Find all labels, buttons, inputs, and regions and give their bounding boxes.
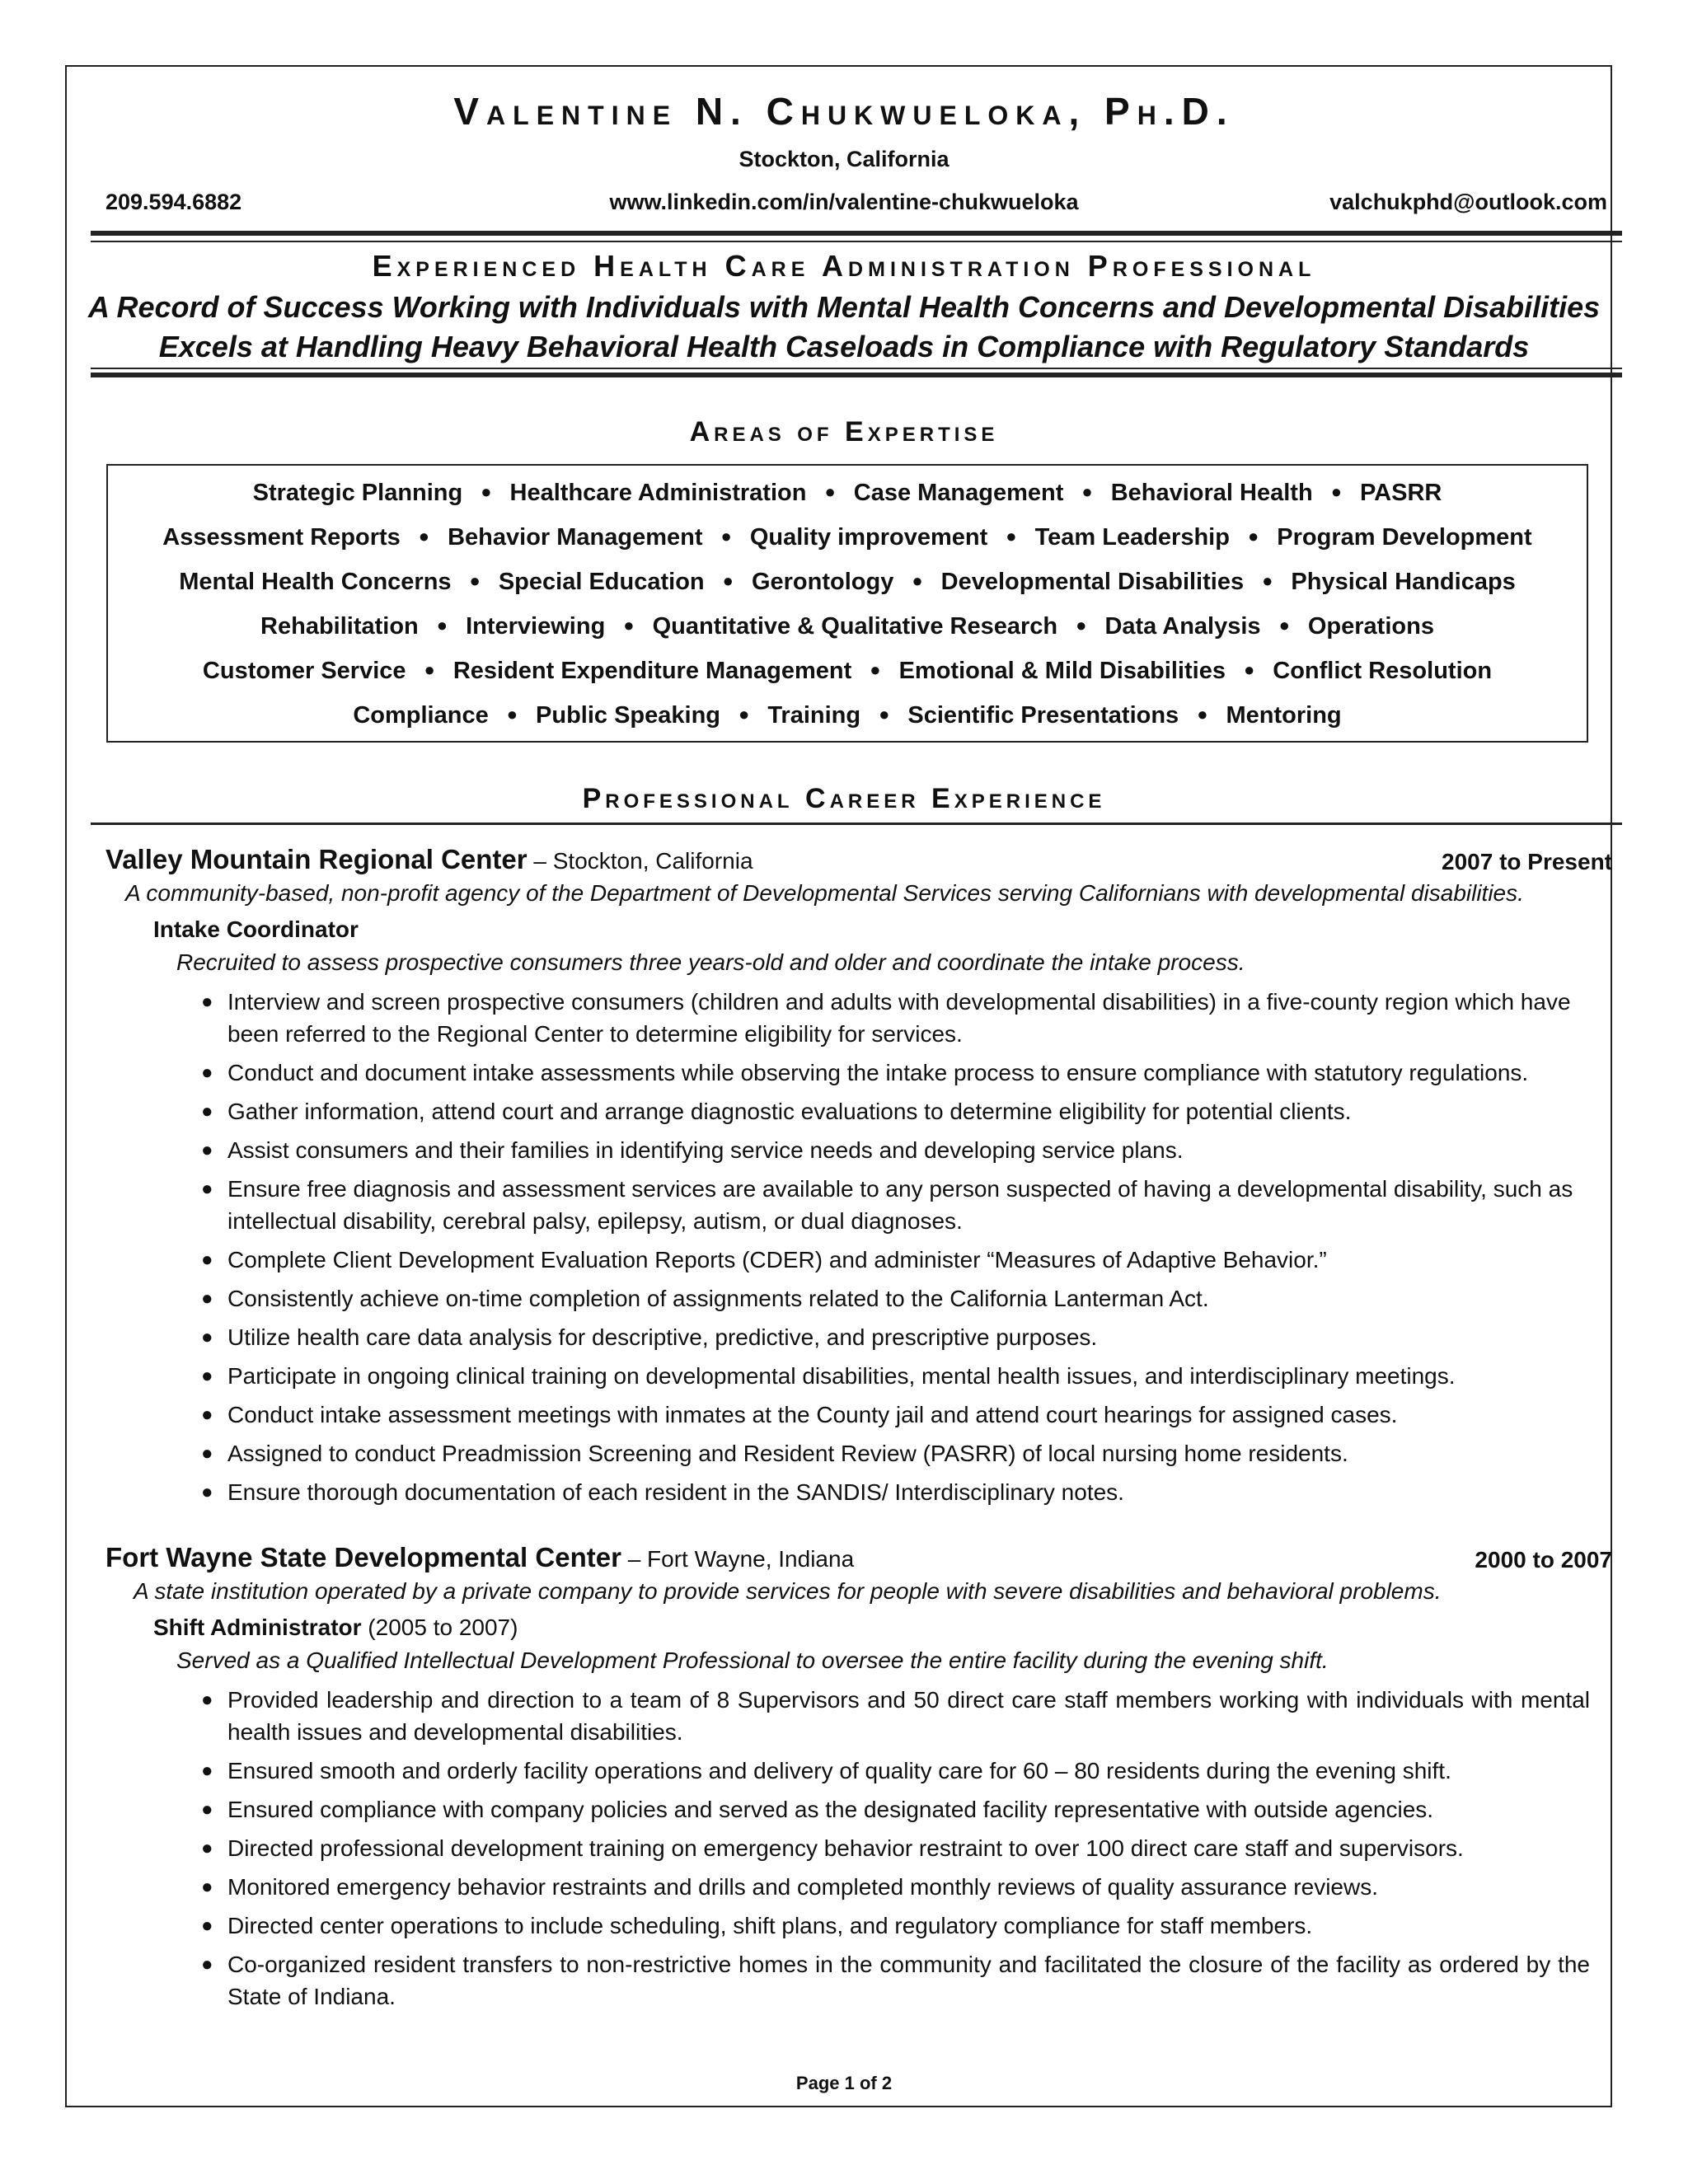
- expertise-item: Training: [767, 702, 861, 729]
- expertise-item: Data Analysis: [1104, 613, 1261, 640]
- tagline-1: A Record of Success Working with Individuals with Mental Health Concerns and Developmental Disabilities: [87, 290, 1601, 324]
- bullet-icon: ●: [201, 1178, 213, 1200]
- candidate-name: Valentine N. Chukwueloka, Ph.D.: [453, 90, 1235, 133]
- expertise-item: Team Leadership: [1034, 524, 1230, 551]
- responsibility-text: Provided leadership and direction to a team of 8 Supervisors and 50 direct care staff members working with individuals with mental health issues and developmental disabilities.: [227, 1687, 1590, 1745]
- employer-name: Valley Mountain Regional Center: [106, 844, 528, 874]
- bullet-icon: ●: [201, 1139, 213, 1161]
- expertise-item: Case Management: [853, 480, 1064, 506]
- responsibility-item: [201, 1476, 1590, 1508]
- employer-description: A state institution operated by a private company to provide services for people with severe disabilities and behavioral problems.: [134, 1578, 1442, 1604]
- expertise-item: PASRR: [1359, 480, 1442, 506]
- responsibility-text: Assist consumers and their families in identifying service needs and developing service plans.: [227, 1137, 1184, 1163]
- expertise-row: [106, 524, 1588, 551]
- responsibility-text: Ensure thorough documentation of each resident in the SANDIS/ Interdisciplinary notes.: [227, 1479, 1124, 1505]
- responsibility-text: Monitored emergency behavior restraints and drills and completed monthly reviews of quality assurance reviews.: [227, 1874, 1378, 1900]
- header-rule-thin: [91, 241, 1622, 242]
- responsibility-item: [201, 1684, 1590, 1748]
- responsibility-text: Utilize health care data analysis for descriptive, predictive, and prescriptive purposes.: [227, 1324, 1098, 1350]
- expertise-item: Conflict Resolution: [1273, 658, 1493, 684]
- bullet-icon: ●: [201, 1404, 213, 1426]
- tagline-2: Excels at Handling Heavy Behavioral Health Caseloads in Compliance with Regulatory Standards: [158, 330, 1530, 363]
- expertise-item: Strategic Planning: [252, 480, 463, 506]
- employer-line: [106, 1542, 854, 1573]
- employer-line: [106, 844, 753, 875]
- bullet-separator-icon: ●: [870, 659, 881, 680]
- responsibility-text: Ensured compliance with company policies and served as the designated facility representative with outside agencies.: [227, 1797, 1434, 1822]
- responsibility-text: Directed professional development training on emergency behavior restraint to over 100 direct care staff and supervisors.: [227, 1835, 1464, 1861]
- role-period: (2005 to 2007): [361, 1615, 518, 1640]
- expertise-item: Special Education: [498, 569, 705, 595]
- responsibility-item: [201, 1832, 1590, 1864]
- employment-dates: 2007 to Present: [1442, 849, 1612, 874]
- bullet-icon: ●: [201, 1876, 213, 1898]
- responsibility-item: [201, 1360, 1590, 1392]
- responsibility-item: [201, 1134, 1590, 1166]
- expertise-item: Quality improvement: [749, 524, 988, 551]
- expertise-heading: Areas of Expertise: [689, 416, 999, 448]
- phone-number[interactable]: 209.594.6882: [106, 190, 242, 214]
- expertise-item: Compliance: [353, 702, 489, 729]
- candidate-location: Stockton, California: [738, 147, 950, 171]
- bullet-separator-icon: ●: [879, 704, 890, 724]
- bullet-separator-icon: ●: [1247, 526, 1259, 546]
- responsibility-list: [201, 986, 1590, 1515]
- bullet-icon: ●: [201, 1760, 213, 1782]
- responsibility-text: Co-organized resident transfers to non-restrictive homes in the community and facilitated the closure of the facility as ordered by the State of Indiana.: [227, 1952, 1590, 2009]
- expertise-item: Mentoring: [1226, 702, 1342, 729]
- responsibility-item: [201, 986, 1590, 1050]
- employer-location: – Fort Wayne, Indiana: [621, 1546, 855, 1572]
- responsibility-item: [201, 1057, 1590, 1089]
- expertise-item: Behavior Management: [448, 524, 703, 551]
- bullet-separator-icon: ●: [424, 659, 435, 680]
- responsibility-item: [201, 1321, 1590, 1353]
- expertise-row: [106, 480, 1588, 507]
- expertise-row: [106, 702, 1588, 729]
- headline-rule-thick: [91, 373, 1622, 377]
- bullet-separator-icon: ●: [506, 704, 518, 724]
- role-summary: Recruited to assess prospective consumers three years-old and older and coordinate the intake process.: [176, 949, 1245, 975]
- responsibility-text: Complete Client Development Evaluation Reports (CDER) and administer “Measures of Adaptive Behavior.”: [227, 1247, 1327, 1272]
- role-title-line: [153, 916, 359, 943]
- bullet-icon: ●: [201, 1915, 213, 1937]
- bullet-icon: ●: [201, 1953, 213, 1975]
- responsibility-item: [201, 1910, 1590, 1942]
- responsibility-text: Ensure free diagnosis and assessment services are available to any person suspected of having a developmental disability, such as intellectual disability, cerebral palsy, epilepsy, autism, or dual diagnoses.: [227, 1176, 1573, 1234]
- responsibility-item: [201, 1282, 1590, 1315]
- responsibility-text: Conduct and document intake assessments while observing the intake process to ensure compliance with statutory regulations.: [227, 1060, 1529, 1085]
- bullet-separator-icon: ●: [824, 481, 836, 502]
- expertise-item: Behavioral Health: [1110, 480, 1313, 506]
- header-rule-thick: [91, 231, 1622, 236]
- responsibility-text: Consistently achieve on-time completion of assignments related to the California Lanterman Act.: [227, 1286, 1209, 1311]
- bullet-separator-icon: ●: [1278, 615, 1290, 635]
- expertise-item: Public Speaking: [536, 702, 721, 729]
- role-summary: Served as a Qualified Intellectual Development Professional to oversee the entire facility during the evening shift.: [176, 1647, 1329, 1673]
- experience-heading: Professional Career Experience: [582, 783, 1106, 814]
- bullet-icon: ●: [201, 1837, 213, 1859]
- expertise-item: Healthcare Administration: [509, 480, 807, 506]
- responsibility-text: Participate in ongoing clinical training on developmental disabilities, mental health issues, and interdisciplinary meetings.: [227, 1363, 1456, 1389]
- responsibility-text: Ensured smooth and orderly facility operations and delivery of quality care for 60 – 80 residents during the evening shift.: [227, 1758, 1451, 1783]
- responsibility-text: Gather information, attend court and arrange diagnostic evaluations to determine eligibility for potential clients.: [227, 1099, 1352, 1124]
- responsibility-item: [201, 1399, 1590, 1431]
- role-title: Shift Administrator: [153, 1615, 362, 1640]
- bullet-separator-icon: ●: [623, 615, 635, 635]
- responsibility-item: [201, 1871, 1590, 1903]
- bullet-icon: ●: [201, 1326, 213, 1348]
- responsibility-item: [201, 1755, 1590, 1787]
- email-link[interactable]: valchukphd@outlook.com: [1329, 190, 1607, 214]
- role-title-line: [153, 1615, 518, 1641]
- headline-rule-thin: [91, 368, 1622, 369]
- bullet-icon: ●: [201, 1100, 213, 1122]
- bullet-separator-icon: ●: [436, 615, 448, 635]
- expertise-row: [106, 569, 1588, 596]
- expertise-item: Emotional & Mild Disabilities: [898, 658, 1226, 684]
- bullet-icon: ●: [201, 1442, 213, 1465]
- experience-rule: [91, 823, 1622, 825]
- bullet-icon: ●: [201, 1798, 213, 1821]
- responsibility-item: [201, 1793, 1590, 1825]
- bullet-separator-icon: ●: [722, 570, 734, 591]
- expertise-item: Interviewing: [466, 613, 606, 640]
- responsibility-list: [201, 1684, 1590, 2019]
- bullet-icon: ●: [201, 1481, 213, 1503]
- responsibility-item: [201, 1437, 1590, 1469]
- bullet-separator-icon: ●: [1197, 704, 1208, 724]
- responsibility-item: [201, 1948, 1590, 2013]
- responsibility-text: Assigned to conduct Preadmission Screening and Resident Review (PASRR) of local nursing home residents.: [227, 1441, 1348, 1466]
- bullet-icon: ●: [201, 1287, 213, 1310]
- bullet-separator-icon: ●: [912, 570, 923, 591]
- responsibility-item: [201, 1173, 1590, 1237]
- role-title: Intake Coordinator: [153, 916, 359, 942]
- expertise-item: Program Development: [1277, 524, 1532, 551]
- responsibility-text: Conduct intake assessment meetings with inmates at the County jail and attend court hearings for assigned cases.: [227, 1402, 1398, 1427]
- bullet-separator-icon: ●: [481, 481, 492, 502]
- expertise-item: Gerontology: [751, 569, 894, 595]
- bullet-separator-icon: ●: [1243, 659, 1255, 680]
- linkedin-link[interactable]: www.linkedin.com/in/valentine-chukwueloka: [609, 190, 1079, 214]
- expertise-item: Customer Service: [202, 658, 406, 684]
- bullet-separator-icon: ●: [1006, 526, 1017, 546]
- bullet-separator-icon: ●: [720, 526, 732, 546]
- employer-name: Fort Wayne State Developmental Center: [106, 1542, 621, 1572]
- expertise-item: Scientific Presentations: [907, 702, 1179, 729]
- bullet-icon: ●: [201, 1062, 213, 1084]
- bullet-icon: ●: [201, 1689, 213, 1711]
- expertise-item: Operations: [1307, 613, 1434, 640]
- expertise-row: [106, 613, 1588, 640]
- expertise-item: Assessment Reports: [162, 524, 401, 551]
- employment-dates: 2000 to 2007: [1475, 1547, 1612, 1572]
- bullet-separator-icon: ●: [738, 704, 750, 724]
- professional-headline: Experienced Health Care Administration Professional: [372, 249, 1316, 283]
- bullet-separator-icon: ●: [1081, 481, 1093, 502]
- expertise-row: [106, 658, 1588, 685]
- responsibility-item: [201, 1095, 1590, 1127]
- page-number: Page 1 of 2: [795, 2073, 893, 2093]
- employer-description: A community-based, non-profit agency of the Department of Developmental Services serving Californians with developmental disabilities.: [125, 880, 1524, 906]
- bullet-separator-icon: ●: [1330, 481, 1342, 502]
- employer-location: – Stockton, California: [527, 848, 753, 874]
- expertise-item: Mental Health Concerns: [179, 569, 452, 595]
- responsibility-text: Interview and screen prospective consumers (children and adults with developmental disabilities) in a five-county region which have been referred to the Regional Center to determine eligibility for services.: [227, 989, 1571, 1047]
- bullet-separator-icon: ●: [469, 570, 481, 591]
- expertise-item: Rehabilitation: [260, 613, 419, 640]
- expertise-item: Developmental Disabilities: [940, 569, 1245, 595]
- expertise-item: Physical Handicaps: [1291, 569, 1516, 595]
- bullet-icon: ●: [201, 1365, 213, 1387]
- bullet-icon: ●: [201, 991, 213, 1013]
- bullet-separator-icon: ●: [1262, 570, 1273, 591]
- bullet-separator-icon: ●: [1076, 615, 1087, 635]
- bullet-separator-icon: ●: [418, 526, 430, 546]
- responsibility-text: Directed center operations to include scheduling, shift plans, and regulatory compliance for staff members.: [227, 1913, 1313, 1938]
- expertise-item: Quantitative & Qualitative Research: [652, 613, 1058, 640]
- bullet-icon: ●: [201, 1249, 213, 1271]
- responsibility-item: [201, 1244, 1590, 1276]
- expertise-item: Resident Expenditure Management: [452, 658, 852, 684]
